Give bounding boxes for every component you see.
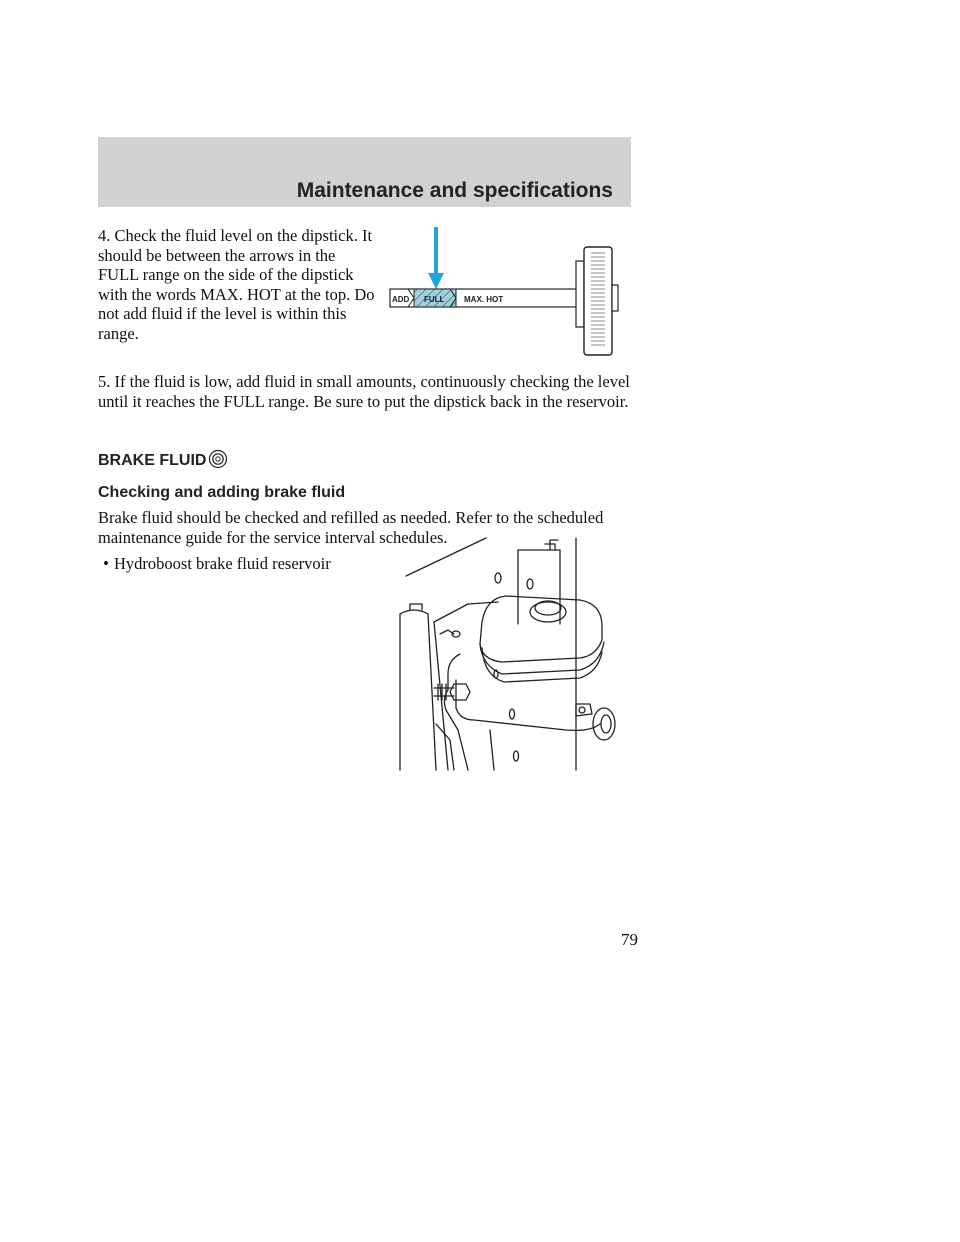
dipstick-illustration bbox=[388, 225, 628, 357]
header-band bbox=[98, 137, 631, 207]
add-label: ADD bbox=[392, 295, 410, 304]
brake-reservoir-illustration bbox=[390, 534, 620, 774]
checking-brake-fluid-subheading: Checking and adding brake fluid bbox=[98, 484, 346, 501]
dipstick-collar bbox=[576, 261, 584, 327]
brake-fluid-intro-text: Brake fluid should be checked and refilled as needed. Refer to the scheduled maintenance guide for the service interval schedules. bbox=[98, 508, 604, 547]
level-arrow-head bbox=[428, 273, 444, 289]
brake-fluid-heading bbox=[98, 449, 228, 470]
page-number: 79 bbox=[621, 930, 638, 949]
max-hot-label: MAX. HOT bbox=[464, 295, 504, 304]
full-label: FULL bbox=[424, 295, 445, 304]
brake-fluid-heading-text: BRAKE FLUID bbox=[98, 452, 207, 469]
bullet-marker: • bbox=[103, 554, 109, 573]
bullet-text: Hydroboost brake fluid reservoir bbox=[114, 554, 331, 573]
step-5-text: 5. If the fluid is low, add fluid in small amounts, continuously checking the level until it reaches the FULL range. Be sure to put the dipstick back in the reservoir. bbox=[98, 372, 630, 411]
handle-cap bbox=[612, 285, 618, 311]
page-header-title: Maintenance and specifications bbox=[296, 179, 613, 202]
list-item bbox=[98, 554, 331, 574]
step-4-text: 4. Check the fluid level on the dipstick. It should be between the arrows in the FULL range on the side of the dipstick with the words MAX. HOT at the top. Do not add fluid if the level is within this range. bbox=[98, 226, 375, 343]
brake-fluid-symbol-icon bbox=[208, 449, 228, 469]
